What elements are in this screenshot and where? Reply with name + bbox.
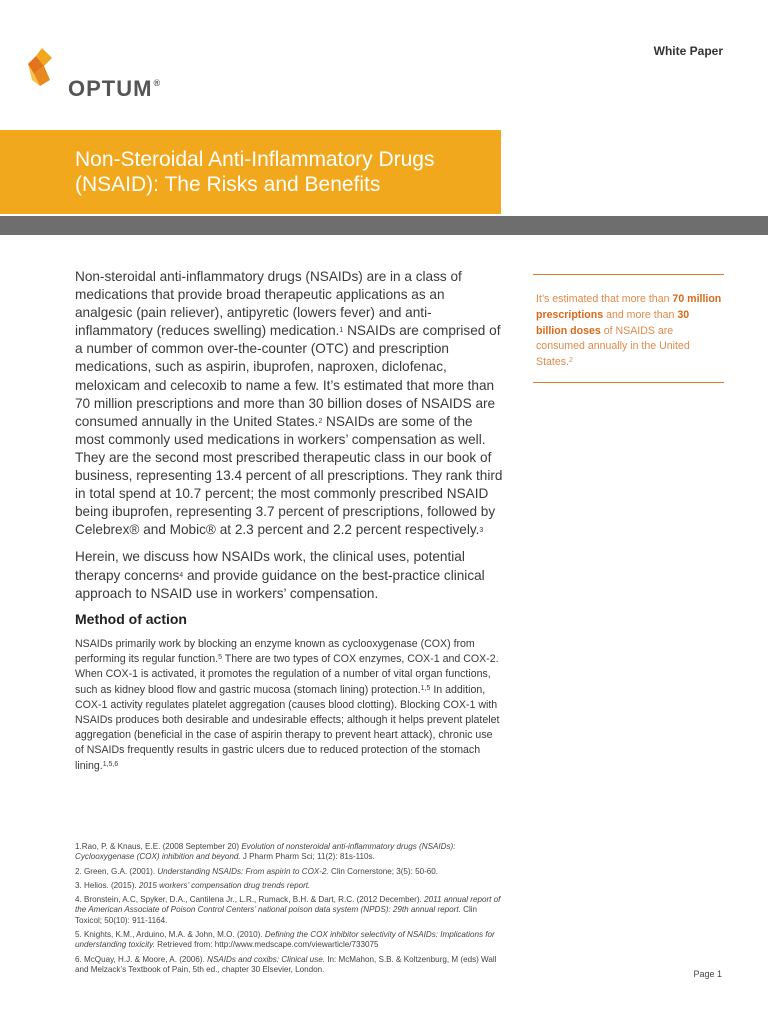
footnote-item: 4. Bronstein, A.C, Spyker, D.A., Cantilena Jr., L.R., Rumack, B.H. & Dart, R.C. (2012 December). 2011 annual report of the American Associate of Poison Control Centers’ national poison data system (NPDS): 29th annual report. Clin Toxicol; 50(10): 911-1164. — [75, 895, 501, 925]
pullquote-top-rule — [533, 274, 724, 275]
document-title: Non-Steroidal Anti-Inflammatory Drugs (NSAID): The Risks and Benefits — [75, 148, 435, 196]
footnote-item: 5. Knights, K.M., Arduino, M.A. & John, M.O. (2010). Defining the COX inhibitor selectivity of NSAIDs: Implications for understanding toxicity. Retrieved from: http://www.medscape.com/viewarticle/733075 — [75, 930, 495, 950]
pullquote-bottom-rule — [533, 382, 724, 383]
footnote-item: 6. McQuay, H.J. & Moore, A. (2006). NSAIDs and coxibs: Clinical use. In: McMahon, S.B. & Koltzenburg, M (eds) Wall and Melzack’s Textbook of Pain, 5th ed., chapter 30 Elsevier, London. — [75, 954, 497, 974]
method-paragraph: NSAIDs primarily work by blocking an enzyme known as cyclooxygenase (COX) from performing its regular function.$^5$ There are two types of COX enzymes, COX-1 and COX-2. When COX-1 is activated, it promotes the regulation of a number of vital organ functions, such as kidney blood flow and gastric mucosa (stomach lining) protection.$^{1,5}$ In addition, COX-1 activity regulates platelet aggregation (causes blood clotting). Blocking COX-1 with NSAIDs produces both desirable and undesirable effects; although it helps prevent platelet aggregation (beneficial in the case of aspirin therapy to prevent heart attack), chronic use of NSAIDs frequently results in gastric ulcers due to reduced protection of the stomach lining.$^{1,5,6}$ — [75, 638, 500, 772]
logo-wordmark: OPTUM® — [68, 76, 162, 101]
intro-paragraph-1: Non-steroidal anti-inflammatory drugs (NSAIDs) are in a class of medications that provide broad therapeutic applications as an analgesic (pain reliever), antipyretic (lowers fever) and anti-inflammatory (reduces swelling) medication.$^1$ NSAIDs are comprised of a number of common over-the-counter (OTC) and prescription medications, such as aspirin, ibuprofen, naproxen, diclofenac, meloxicam and celecoxib to name a few. It’s estimated that more than 70 million prescriptions and more than 30 billion doses of NSAIDS are consumed annually in the United States.$^2$ NSAIDs are some of the most commonly used medications in workers’ compensation as well. They are the second most prescribed therapeutic class in our book of business, representing 13.4 percent of all prescriptions. They rank third in total spend at 10.7 percent; the most commonly prescribed NSAID being ibuprofen, representing 3.7 percent of prescriptions, followed by Celebrex® and Mobic® at 2.3 percent and 2.2 percent respectively.$^3$ — [75, 269, 503, 538]
intro-paragraph-2: Herein, we discuss how NSAIDs work, the clinical uses, potential therapy concerns$^4$ and provide guidance on the best-practice clinical approach to NSAID use in workers’ compensation. — [75, 549, 485, 601]
optum-logo — [24, 46, 194, 101]
document-type-label: White Paper — [653, 44, 723, 58]
footnote-item: 3. Helios. (2015). 2015 workers’ compensation drug trends report. — [75, 880, 311, 890]
footnote-item: 2. Green, G.A. (2001). Understanding NSAIDs: From aspirin to COX-2. Clin Cornerstone; 3(5): 50-60. — [75, 866, 439, 876]
title-band — [0, 130, 501, 214]
section-divider-band — [0, 216, 768, 235]
footnotes — [75, 842, 505, 979]
method-heading: Method of action — [75, 611, 187, 627]
intro-section — [75, 268, 503, 612]
pullquote: It’s estimated that more than 70 million prescriptions and more than 30 billion doses of NSAIDS are consumed annually in the United States.$^2$ — [536, 293, 722, 369]
page-number: Page 1 — [693, 969, 722, 979]
optum-logo-mark-icon — [24, 46, 70, 98]
footnote-item: 1.Rao, P. & Knaus, E.E. (2008 September 20) Evolution of nonsteroidal anti-inflammatory drugs (NSAIDs): Cyclooxygenase (COX) inhibition and beyond. J Pharm Pharm Sci; 11(2): 81s-110s. — [75, 842, 456, 862]
